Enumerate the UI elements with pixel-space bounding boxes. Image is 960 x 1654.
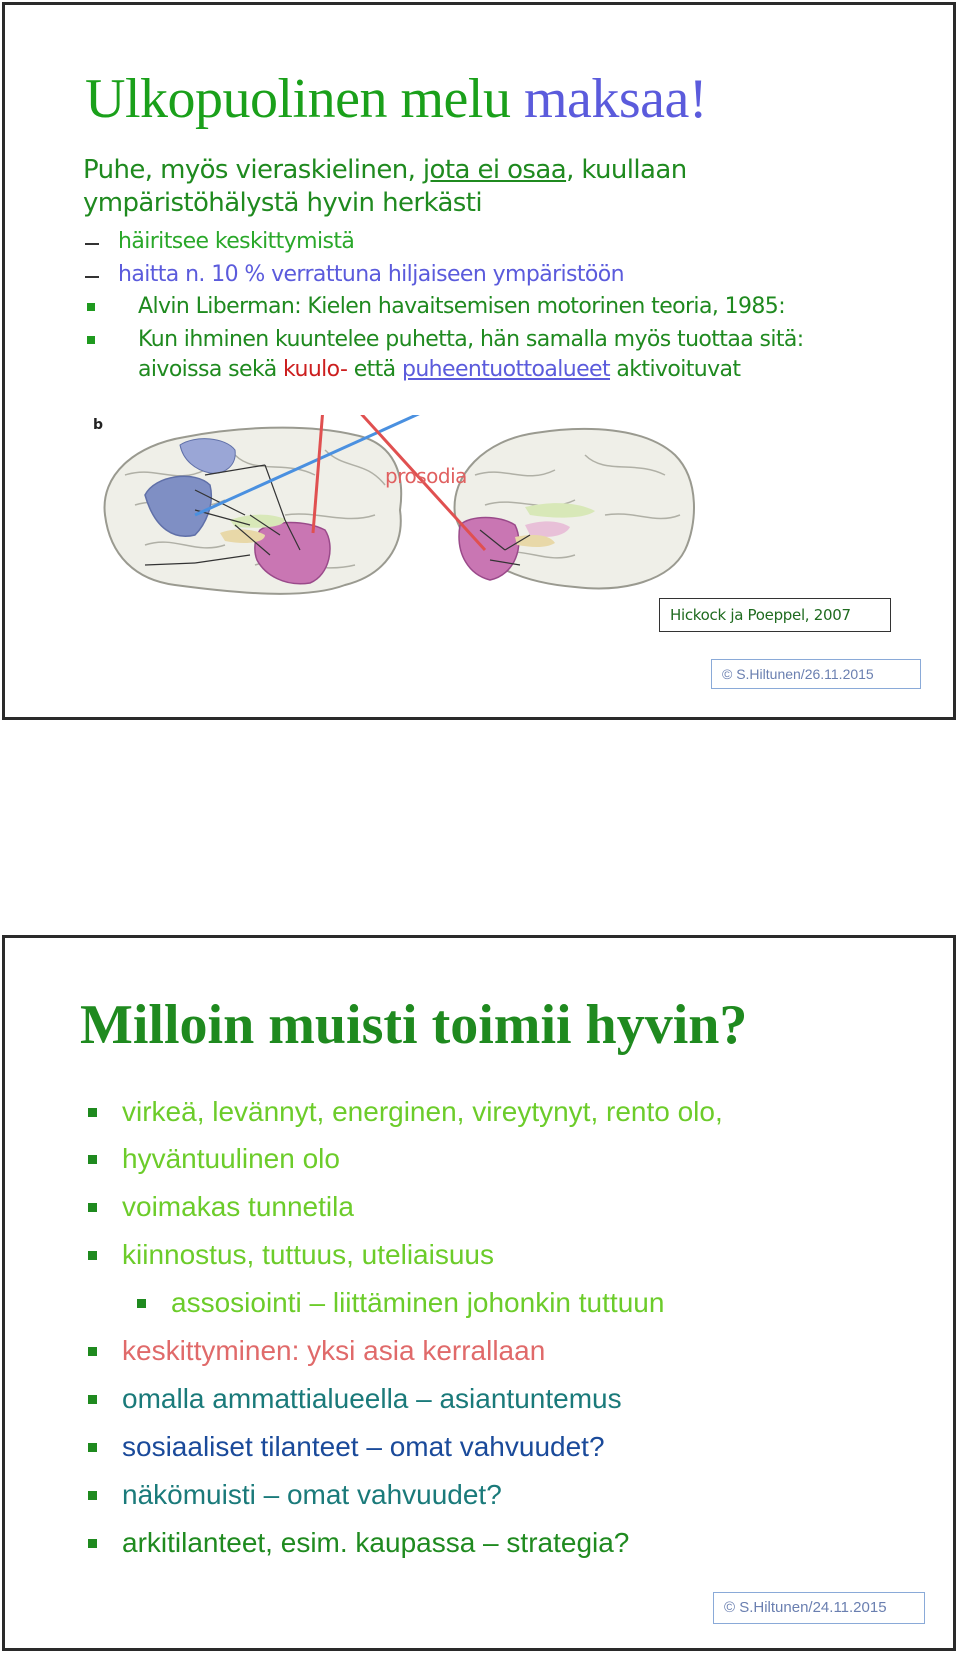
list-item: hyväntuulinen olo xyxy=(122,1143,340,1174)
intro-line-2: ympäristöhälystä hyvin herkästi xyxy=(83,188,482,218)
text-kuulo: kuulo- xyxy=(283,357,348,382)
title-main: Ulkopuolinen melu xyxy=(85,68,524,130)
list-item: omalla ammattialueella – asiantuntemus xyxy=(122,1383,622,1414)
bullet-marker xyxy=(88,1108,97,1117)
title-accent: maksaa! xyxy=(523,68,708,130)
intro-line-1-underlined: jota ei osaa xyxy=(422,155,567,185)
bullet-marker xyxy=(88,1395,97,1404)
right-hemisphere xyxy=(455,429,694,589)
text-part: että xyxy=(347,357,402,382)
list-item: sosiaaliset tilanteet – omat vahvuudet? xyxy=(122,1431,605,1462)
bullet-marker xyxy=(87,336,95,344)
intro-line-1a: Puhe, myös vieraskielinen, xyxy=(83,155,423,185)
list-item: virkeä, levännyt, energinen, vireytynyt, rento olo, xyxy=(122,1096,723,1127)
prosodia-label: prosodia xyxy=(385,464,467,488)
brain-figure xyxy=(85,415,735,615)
dash-item-2: haitta n. 10 % verrattuna hiljaiseen ympäristöön xyxy=(118,262,624,287)
list-item: keskittyminen: yksi asia kerrallaan xyxy=(122,1335,546,1366)
bullet-marker xyxy=(88,1539,97,1548)
intro-line-1b: , kuullaan xyxy=(566,155,687,185)
list-item: arkitilanteet, esim. kaupassa – strategia? xyxy=(122,1527,630,1558)
intro-line-1 xyxy=(83,155,687,185)
bullet-marker xyxy=(88,1347,97,1356)
dash-item-1: häiritsee keskittymistä xyxy=(118,229,355,254)
bullet-marker xyxy=(88,1491,97,1500)
bullet-marker xyxy=(88,1155,97,1164)
text-part: aivoissa sekä xyxy=(138,357,284,382)
bullet-item-1: Alvin Liberman: Kielen havaitsemisen motorinen teoria, 1985: xyxy=(138,294,786,319)
bullet-marker xyxy=(87,303,95,311)
bullet-item-2-line-2 xyxy=(138,357,740,382)
citation-box: Hickock ja Poeppel, 2007 xyxy=(659,598,891,632)
text-puheentuottoalueet: puheentuottoalueet xyxy=(401,357,610,382)
bullet-item-2-line-1: Kun ihminen kuuntelee puhetta, hän samalla myös tuottaa sitä: xyxy=(138,327,804,352)
bullet-marker xyxy=(88,1203,97,1212)
copyright-box: © S.Hiltunen/24.11.2015 xyxy=(713,1592,925,1624)
slide-1 xyxy=(2,2,956,720)
slide-1-title xyxy=(85,67,707,131)
copyright-box: © S.Hiltunen/26.11.2015 xyxy=(711,659,921,689)
dash-marker xyxy=(85,243,99,245)
sub-list-item: assosiointi – liittäminen johonkin tuttuun xyxy=(171,1287,665,1318)
list-item: kiinnostus, tuttuus, uteliaisuus xyxy=(122,1239,494,1270)
text-part: aktivoituvat xyxy=(610,357,741,382)
bullet-marker xyxy=(88,1443,97,1452)
sub-bullet-marker xyxy=(137,1299,146,1308)
bullet-marker xyxy=(88,1251,97,1260)
list-item: voimakas tunnetila xyxy=(122,1191,354,1222)
left-hemisphere xyxy=(105,428,402,594)
figure-letter: b xyxy=(93,417,104,433)
slide-2-title: Milloin muisti toimii hyvin? xyxy=(80,994,748,1056)
list-item: näkömuisti – omat vahvuudet? xyxy=(122,1479,502,1510)
dash-marker xyxy=(85,276,99,278)
